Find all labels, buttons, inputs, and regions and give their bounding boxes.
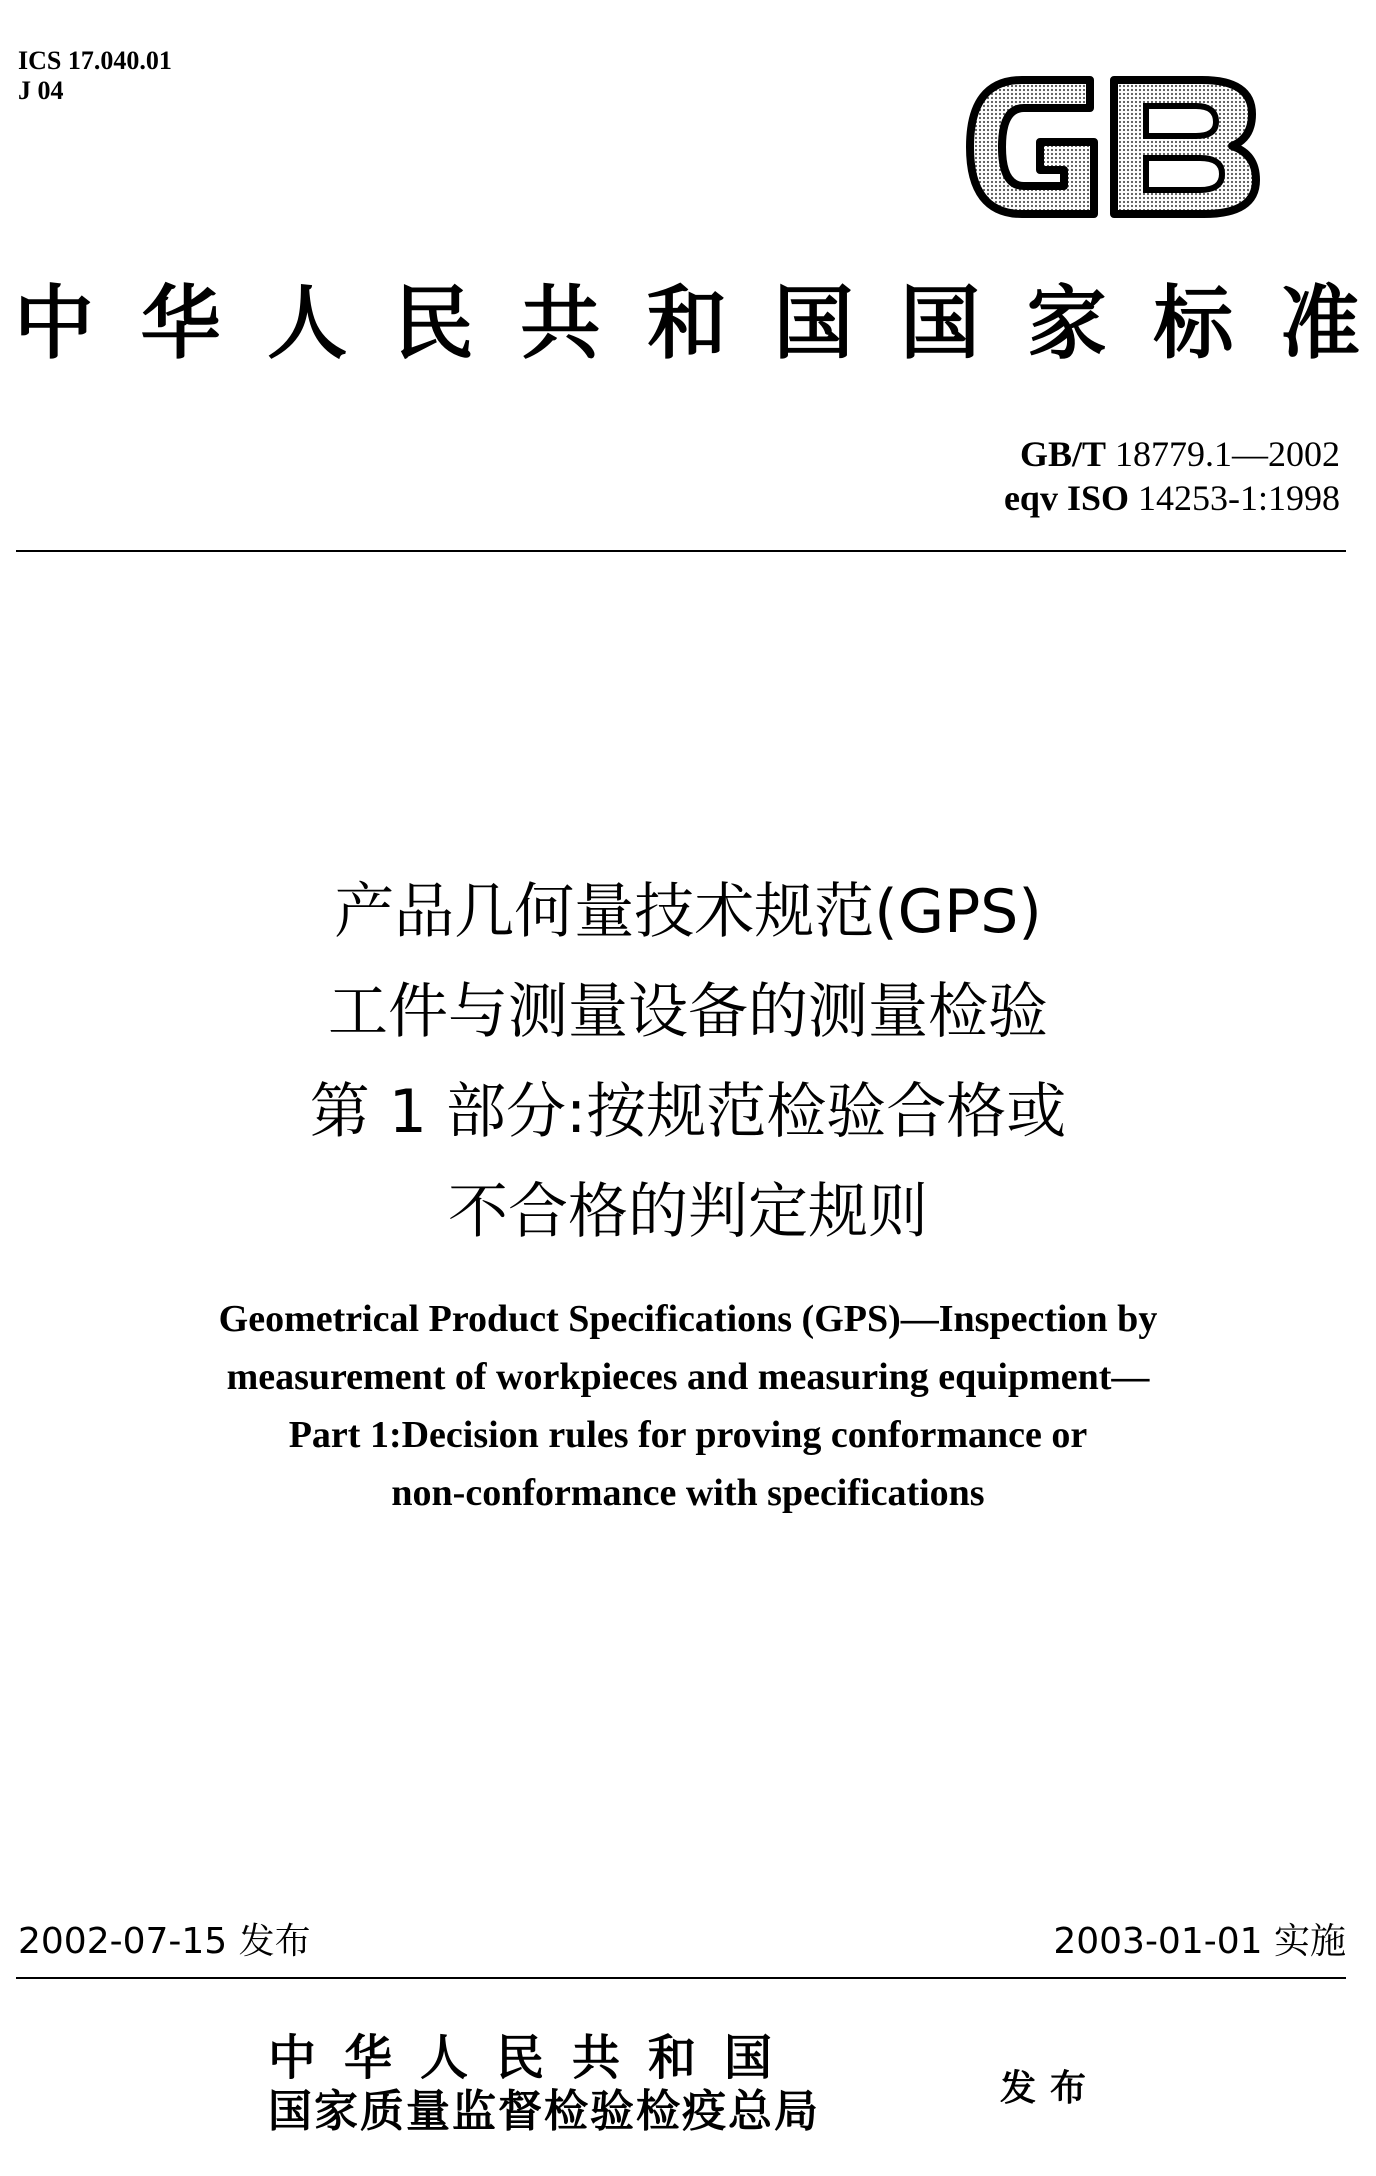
eqv-code: 14253-1:1998 bbox=[1138, 478, 1340, 518]
bottom-divider bbox=[16, 1977, 1346, 1979]
heading-char: 国 bbox=[773, 277, 854, 370]
chinese-title-line: 第 1 部分:按规范检验合格或 bbox=[309, 1077, 1067, 1147]
implementation-date: 2003-01-01 实施 bbox=[1053, 1921, 1346, 1962]
english-title-line: Geometrical Product Specifications (GPS)—Inspection by bbox=[218, 1298, 1158, 1340]
chinese-title-line: 不合格的判定规则 bbox=[448, 1177, 928, 1247]
issue-date: 2002-07-15 发布 bbox=[18, 1921, 311, 1962]
heading-char: 准 bbox=[1279, 277, 1360, 370]
heading-char: 和 bbox=[646, 277, 727, 370]
heading-char: 国 bbox=[900, 277, 981, 370]
gb-logo bbox=[962, 72, 1262, 222]
classification-codes bbox=[18, 46, 172, 106]
issued-by-label: 发布 bbox=[1000, 2067, 1101, 2109]
english-title-line: non-conformance with specifications bbox=[391, 1472, 985, 1514]
ics-code: ICS 17.040.01 bbox=[18, 46, 172, 75]
eqv-prefix: eqv ISO bbox=[1003, 478, 1129, 518]
equivalent-standard bbox=[1004, 476, 1340, 520]
ccs-code: J 04 bbox=[18, 76, 64, 105]
chinese-title bbox=[0, 862, 1376, 1262]
heading-char: 华 bbox=[140, 277, 221, 370]
issuing-authority bbox=[268, 2030, 820, 2138]
national-standard-heading bbox=[14, 276, 1360, 372]
heading-char: 家 bbox=[1026, 277, 1107, 370]
english-title-line: Part 1:Decision rules for proving conformance or bbox=[288, 1414, 1088, 1456]
top-divider bbox=[16, 550, 1346, 552]
heading-char: 人 bbox=[267, 277, 348, 370]
heading-char: 标 bbox=[1153, 277, 1234, 370]
chinese-title-line: 工件与测量设备的测量检验 bbox=[328, 977, 1048, 1047]
chinese-title-line: 产品几何量技术规范(GPS) bbox=[334, 877, 1042, 947]
issuer-line-2: 国家质量监督检验检疫总局 bbox=[268, 2086, 820, 2137]
standard-number-block bbox=[1004, 432, 1340, 520]
heading-char: 中 bbox=[14, 277, 94, 370]
standard-prefix: GB/T bbox=[1019, 434, 1106, 474]
english-title bbox=[0, 1290, 1376, 1522]
english-title-line: measurement of workpieces and measuring equipment— bbox=[226, 1356, 1150, 1398]
heading-char: 民 bbox=[393, 277, 474, 370]
issuer-line-1: 中华人民共和国 bbox=[268, 2030, 801, 2086]
standard-number bbox=[1004, 432, 1340, 476]
heading-char: 共 bbox=[520, 277, 601, 370]
standard-code: 18779.1—2002 bbox=[1115, 434, 1340, 474]
